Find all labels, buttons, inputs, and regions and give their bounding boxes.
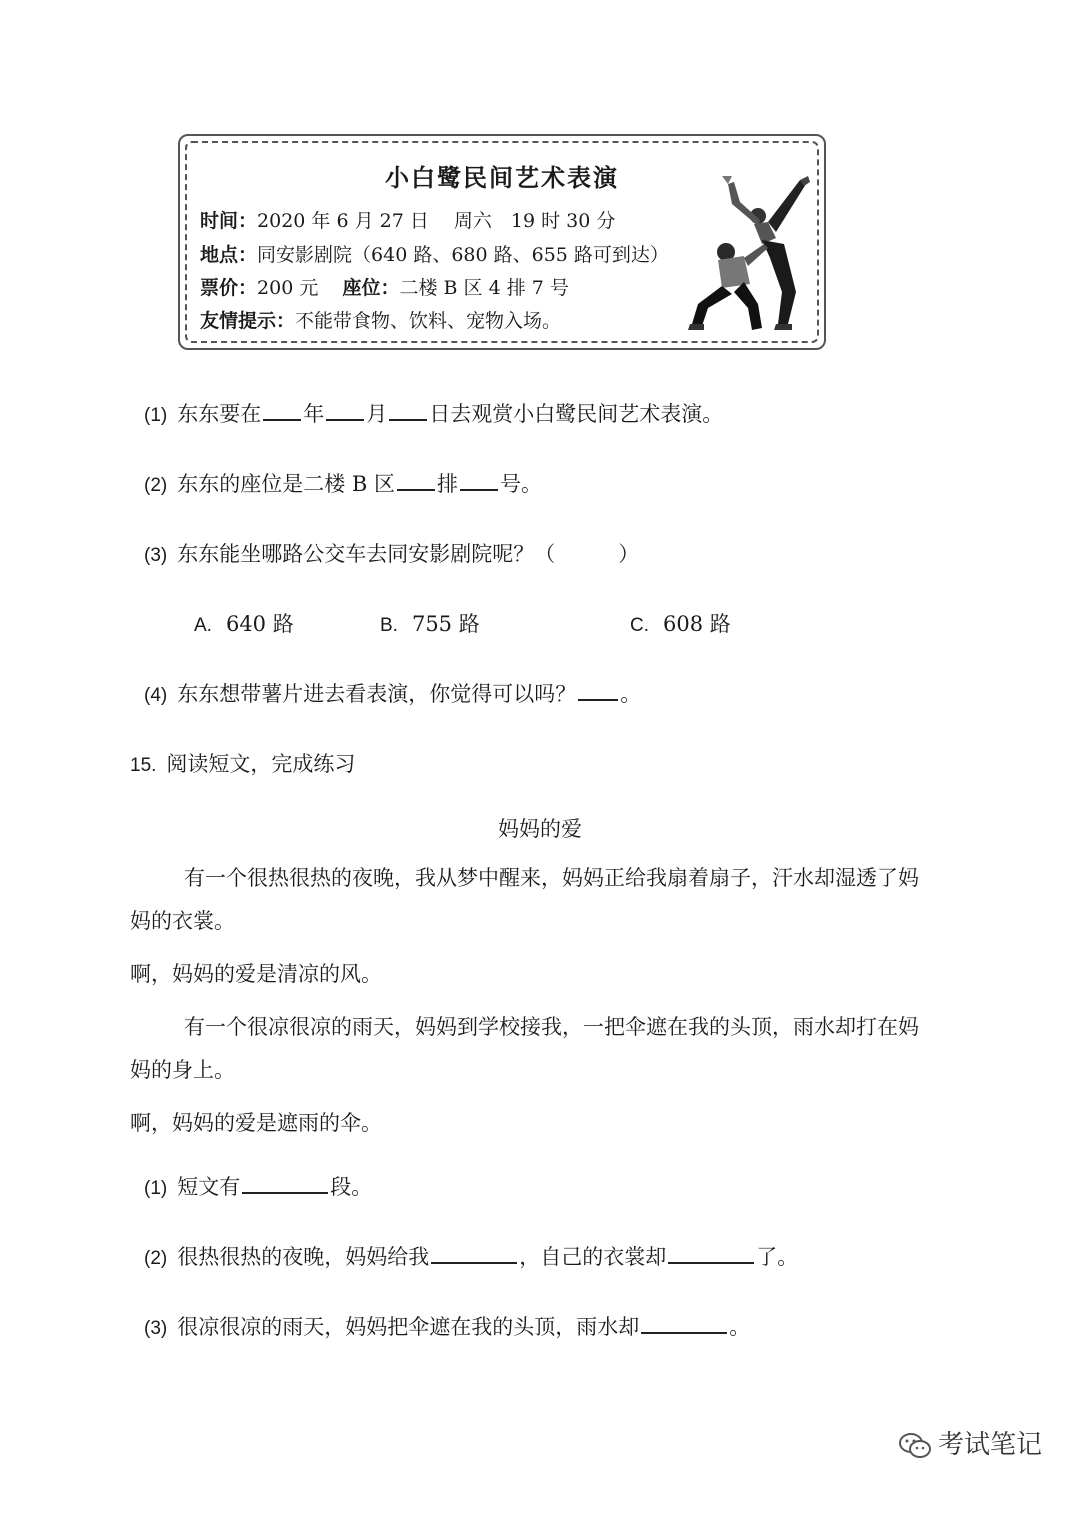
- option-letter: A.: [194, 615, 212, 636]
- option-letter: C.: [630, 615, 649, 636]
- answer-blank[interactable]: [668, 1261, 754, 1264]
- q-text: ，自己的衣裳却: [519, 1245, 667, 1269]
- dancers-illustration: [688, 174, 818, 336]
- question-a2: [144, 468, 542, 498]
- watermark-text: 考试笔记: [938, 1430, 1043, 1460]
- answer-blank[interactable]: [397, 488, 435, 491]
- seat-value: 二楼 B 区 4 排 7 号: [399, 277, 569, 299]
- wechat-icon: [898, 1431, 932, 1461]
- question-b3: [144, 1311, 750, 1341]
- answer-blank[interactable]: [242, 1191, 328, 1194]
- tip-value: 不能带食物、饮料、宠物入场。: [295, 310, 562, 332]
- q-number: (2): [144, 475, 168, 496]
- q-text: 年: [303, 402, 325, 426]
- passage-para2: 啊，妈妈的爱是清凉的风。: [130, 962, 382, 986]
- q-number: (3): [144, 1318, 168, 1339]
- passage-title: 妈妈的爱: [498, 817, 582, 841]
- answer-blank[interactable]: [460, 488, 498, 491]
- price-label: 票价：: [200, 277, 258, 299]
- passage-para4: 啊，妈妈的爱是遮雨的伞。: [130, 1111, 382, 1135]
- answer-blank[interactable]: [431, 1261, 517, 1264]
- watermark: [898, 1424, 1042, 1461]
- q-text: 很凉很凉的雨天，妈妈把伞遮在我的头顶，雨水却: [177, 1315, 640, 1339]
- ticket-title: 小白鹭民间艺术表演: [385, 163, 619, 192]
- answer-blank[interactable]: [263, 418, 301, 421]
- q-text: 。: [729, 1315, 751, 1339]
- section-instruction: 阅读短文，完成练习: [166, 752, 356, 776]
- tip-label: 友情提示：: [200, 310, 296, 332]
- passage-para1-line1: 有一个很热很热的夜晚，我从梦中醒来，妈妈正给我扇着扇子，汗水却湿透了妈: [184, 866, 919, 890]
- q-number: (1): [144, 1178, 168, 1199]
- q-text: 。: [620, 682, 642, 706]
- q-text: 东东想带薯片进去看表演，你觉得可以吗？: [177, 682, 577, 706]
- answer-blank[interactable]: [641, 1331, 727, 1334]
- q-text: 短文有: [177, 1175, 241, 1199]
- q-text: 段。: [330, 1175, 373, 1199]
- q-number: (4): [144, 685, 168, 706]
- q-text: 东东要在: [177, 402, 262, 426]
- q-text: 了。: [756, 1245, 799, 1269]
- option-text: 640 路: [225, 612, 294, 636]
- time-label: 时间：: [200, 210, 258, 232]
- price-value: 200 元: [257, 277, 319, 299]
- seat-label: 座位：: [342, 277, 400, 299]
- q-text: 日去观赏小白鹭民间艺术表演。: [429, 402, 724, 426]
- q-text: 东东的座位是二楼 B 区: [177, 472, 396, 496]
- question-b2: [144, 1241, 798, 1271]
- place-label: 地点：: [200, 244, 258, 266]
- ticket-time: [200, 206, 615, 233]
- answer-blank[interactable]: [326, 418, 364, 421]
- q-number: (2): [144, 1248, 168, 1269]
- section-number: 15.: [130, 755, 157, 776]
- section-15-heading: [130, 748, 355, 778]
- ticket-place: [200, 240, 669, 267]
- question-a1: [144, 398, 723, 428]
- option-a[interactable]: [194, 608, 294, 638]
- question-b1: [144, 1171, 372, 1201]
- place-value: 同安影剧院（640 路、680 路、655 路可到达）: [257, 244, 669, 266]
- question-a3: [144, 538, 639, 568]
- q-number: (3): [144, 545, 168, 566]
- time-value: 2020 年 6 月 27 日 周六 19 时 30 分: [257, 210, 616, 232]
- q-text: 东东能坐哪路公交车去同安影剧院呢？（ ）: [177, 542, 640, 566]
- q-text: 月: [366, 402, 388, 426]
- option-c[interactable]: [630, 608, 731, 638]
- answer-blank[interactable]: [389, 418, 427, 421]
- q-text: 很热很热的夜晚，妈妈给我: [177, 1245, 430, 1269]
- q-number: (1): [144, 405, 168, 426]
- option-b[interactable]: [380, 608, 480, 638]
- q-text: 号。: [500, 472, 543, 496]
- q-text: 排: [437, 472, 459, 496]
- answer-blank[interactable]: [578, 698, 618, 701]
- passage-para1-line2: 妈的衣裳。: [130, 909, 235, 933]
- passage-para3-line2: 妈的身上。: [130, 1058, 235, 1082]
- event-ticket: [178, 134, 826, 350]
- question-a4: [144, 678, 641, 708]
- option-text: 755 路: [411, 612, 480, 636]
- option-letter: B.: [380, 615, 398, 636]
- ticket-price-seat: [200, 273, 569, 300]
- passage-para3-line1: 有一个很凉很凉的雨天，妈妈到学校接我，一把伞遮在我的头顶，雨水却打在妈: [184, 1015, 919, 1039]
- ticket-tip: [200, 306, 561, 333]
- option-text: 608 路: [663, 612, 731, 636]
